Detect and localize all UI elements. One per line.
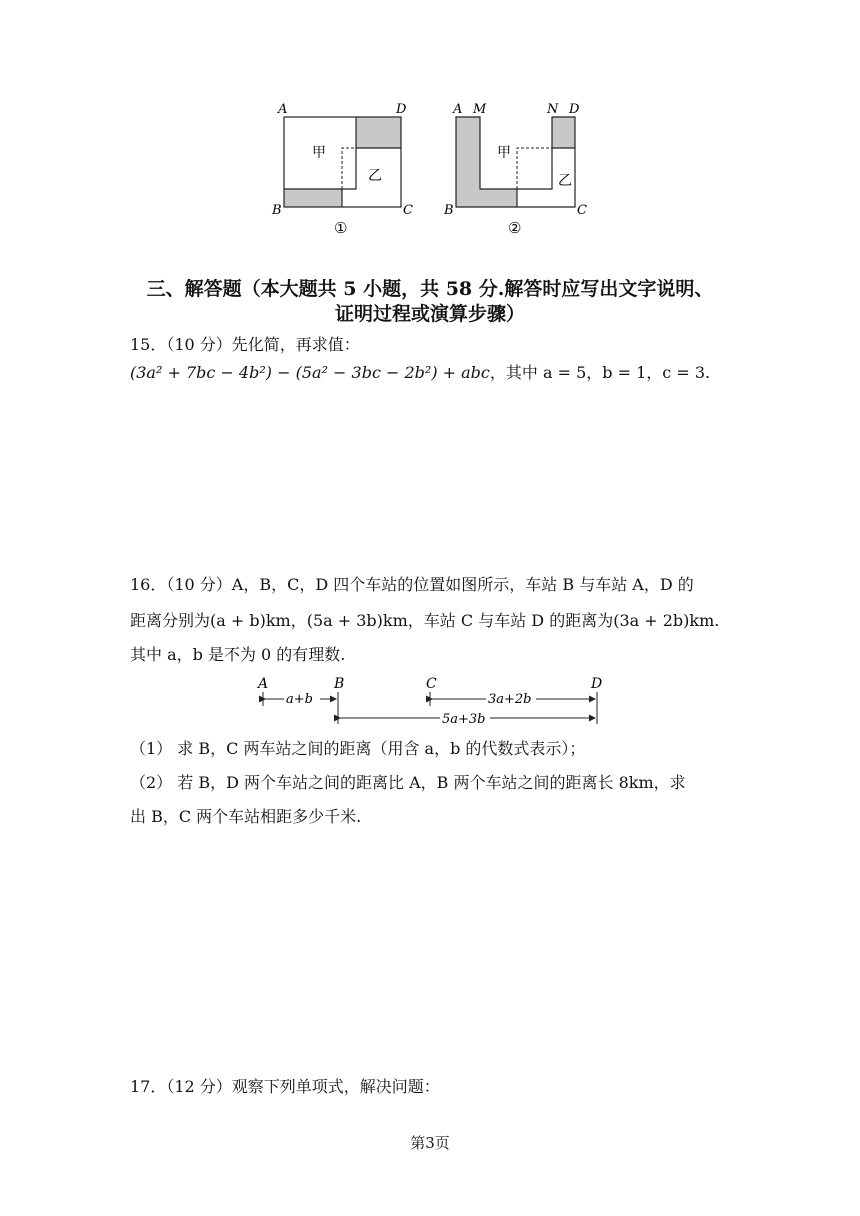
- fig2-label-jia: 甲: [497, 145, 511, 161]
- label-ab: a+b: [286, 692, 313, 707]
- fig2-label-N: N: [547, 102, 559, 117]
- fig1-yi-boundary: [342, 148, 356, 207]
- q16-line1: 16．（10 分）A，B，C，D 四个车站的位置如图所示，车站 B 与车站 A，D 的: [130, 575, 694, 594]
- fig1-label-B: B: [272, 203, 282, 218]
- q16-part1: （1） 求 B，C 两车站之间的距离（用含 a，b 的代数式表示）；: [130, 739, 586, 758]
- page-number: 第3页: [410, 1134, 450, 1152]
- fig2-label-C: C: [577, 203, 587, 218]
- fig2-dashed-line: [517, 148, 552, 189]
- q15-condition: ，其中 a = 5，b = 1，c = 3.: [489, 363, 711, 382]
- q17-line1: 17．（12 分）观察下列单项式，解决问题：: [130, 1077, 440, 1096]
- point-C: C: [426, 676, 437, 692]
- fig1-label-jia: 甲: [312, 145, 326, 161]
- fig1-number: ①: [334, 219, 348, 237]
- fig1-label-A: A: [278, 102, 288, 117]
- q15-expression: (3a² + 7bc − 4b²) − (5a² − 3bc − 2b²) + abc: [130, 363, 490, 382]
- fig2-label-B: B: [444, 203, 454, 218]
- point-A: A: [258, 676, 269, 692]
- q15-prompt: 15．（10 分）先化简，再求值：: [130, 335, 360, 354]
- q16-line3: 其中 a，b 是不为 0 的有理数.: [130, 645, 346, 664]
- section-heading-line2: 证明过程或演算步骤）: [334, 303, 525, 325]
- fig1-shaded-top-right: [356, 117, 401, 148]
- station-diagram: [250, 672, 620, 730]
- figure-2: [443, 102, 587, 237]
- fig2-label-D: D: [569, 102, 580, 117]
- q16-part2-line1: （2） 若 B，D 两个车站之间的距离比 A，B 两个车站之间的距离长 8km，求: [130, 773, 686, 792]
- fig1-label-yi: 乙: [368, 168, 382, 184]
- fig2-shaded-left-L: [456, 117, 517, 207]
- point-D: D: [591, 676, 603, 692]
- fig2-number: ②: [508, 219, 522, 237]
- point-B: B: [334, 676, 345, 692]
- fig2-label-M: M: [473, 102, 487, 117]
- fig2-shaded-top-right: [552, 117, 575, 148]
- fig1-dashed-line: [342, 148, 356, 189]
- fig1-label-D: D: [396, 102, 407, 117]
- q16-part2-line2: 出 B，C 两个车站相距多少千米.: [130, 807, 362, 826]
- section-heading-line1: 三、解答题（本大题共 5 小题，共 58 分.解答时应写出文字说明、: [146, 278, 714, 300]
- fig2-label-yi: 乙: [558, 173, 572, 189]
- figure-1: [271, 102, 413, 237]
- fig1-label-C: C: [403, 203, 413, 218]
- label-bd: 5a+3b: [442, 712, 486, 727]
- label-cd: 3a+2b: [488, 692, 532, 707]
- rectangle-figures: [260, 95, 600, 245]
- fig1-shaded-bottom-left: [284, 189, 342, 207]
- q16-line2: 距离分别为(a + b)km，(5a + 3b)km，车站 C 与车站 D 的距离为(3a + 2b)km.: [130, 611, 720, 630]
- q15-expression-line: [130, 362, 730, 384]
- fig2-label-A: A: [453, 102, 463, 117]
